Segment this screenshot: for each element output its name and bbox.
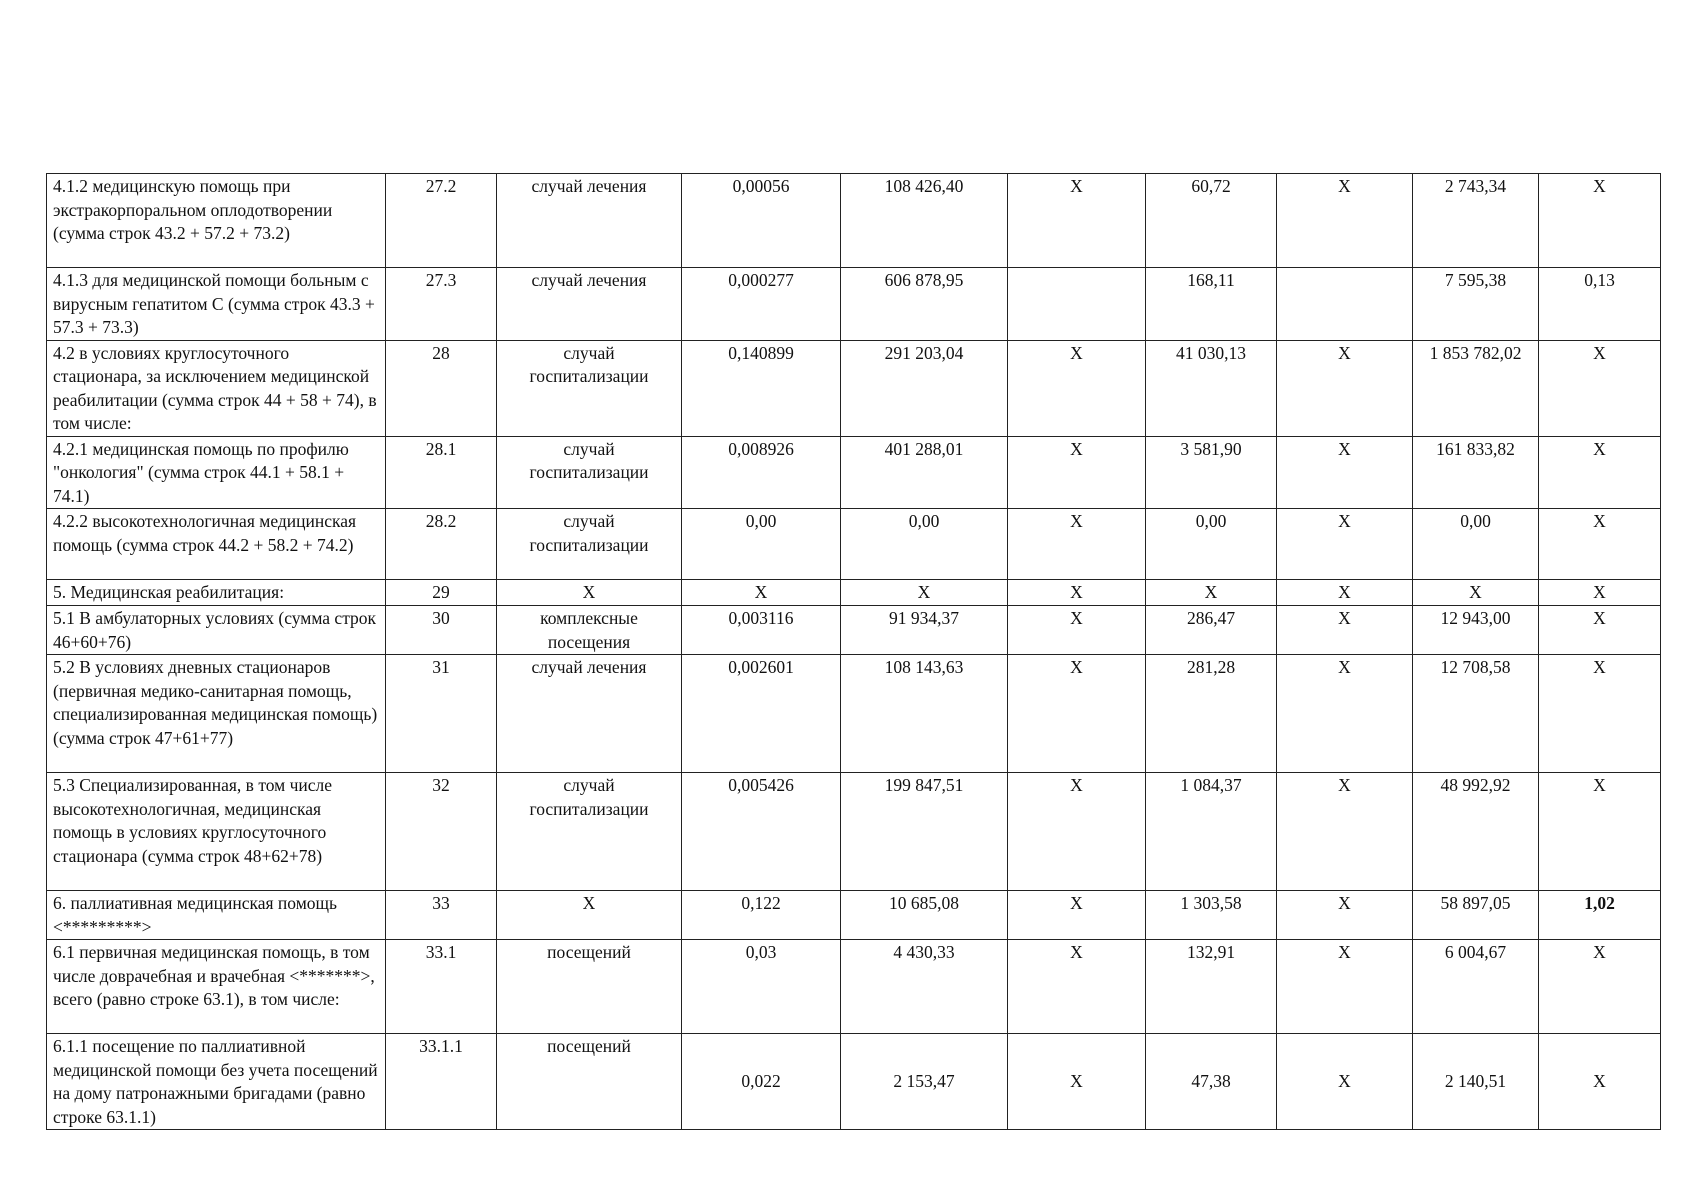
row-value: Х (1008, 174, 1146, 268)
row-unit: случай госпитализации (497, 773, 682, 891)
row-value: 2 140,51 (1413, 1034, 1539, 1130)
row-value: 286,47 (1146, 606, 1277, 655)
row-name: 6. паллиативная медицинская помощь <*********> (47, 891, 386, 940)
row-value: 12 943,00 (1413, 606, 1539, 655)
row-value: Х (1539, 340, 1661, 436)
row-value: 12 708,58 (1413, 655, 1539, 773)
row-value: 41 030,13 (1146, 340, 1277, 436)
row-number: 28 (386, 340, 497, 436)
row-unit: случай лечения (497, 268, 682, 341)
row-value: Х (1008, 891, 1146, 940)
row-unit: случай госпитализации (497, 340, 682, 436)
row-number: 28.2 (386, 509, 497, 580)
row-number: 30 (386, 606, 497, 655)
row-number: 31 (386, 655, 497, 773)
row-value (1277, 268, 1413, 341)
row-value: 10 685,08 (841, 891, 1008, 940)
row-value: 0,00 (1413, 509, 1539, 580)
row-value: Х (1539, 1034, 1661, 1130)
row-unit: посещений (497, 1034, 682, 1130)
row-value: Х (1539, 509, 1661, 580)
row-value: 0,002601 (682, 655, 841, 773)
row-value: 0,008926 (682, 436, 841, 509)
row-value: 1 303,58 (1146, 891, 1277, 940)
row-value: 60,72 (1146, 174, 1277, 268)
row-value: 0,00 (841, 509, 1008, 580)
financing-table (46, 173, 1661, 1130)
row-value: 281,28 (1146, 655, 1277, 773)
table-row (47, 773, 1661, 891)
row-value: Х (1277, 1034, 1413, 1130)
row-value: Х (1539, 773, 1661, 891)
row-name: 5.2 В условиях дневных стационаров (первичная медико-санитарная помощь, специализированная медицинская помощь) (сумма строк 47+61+77) (47, 655, 386, 773)
row-value: 4 430,33 (841, 940, 1008, 1034)
table-row (47, 940, 1661, 1034)
row-value: Х (1413, 580, 1539, 606)
row-value: 3 581,90 (1146, 436, 1277, 509)
row-value: 0,13 (1539, 268, 1661, 341)
row-value: Х (1277, 340, 1413, 436)
row-value: 6 004,67 (1413, 940, 1539, 1034)
row-value: 2 743,34 (1413, 174, 1539, 268)
row-value: Х (1277, 655, 1413, 773)
row-value: Х (1277, 606, 1413, 655)
row-unit: комплексные посещения (497, 606, 682, 655)
row-value: Х (1008, 340, 1146, 436)
row-value: Х (1277, 509, 1413, 580)
row-value: 0,005426 (682, 773, 841, 891)
table-row (47, 436, 1661, 509)
row-unit: случай лечения (497, 174, 682, 268)
row-number: 33.1 (386, 940, 497, 1034)
row-name: 4.2.2 высокотехнологичная медицинская помощь (сумма строк 44.2 + 58.2 + 74.2) (47, 509, 386, 580)
row-value: 91 934,37 (841, 606, 1008, 655)
row-value: 606 878,95 (841, 268, 1008, 341)
row-number: 27.3 (386, 268, 497, 341)
row-value: 2 153,47 (841, 1034, 1008, 1130)
row-unit: посещений (497, 940, 682, 1034)
row-value: 0,022 (682, 1034, 841, 1130)
row-value: Х (1539, 436, 1661, 509)
row-unit: Х (497, 891, 682, 940)
row-value: Х (1008, 436, 1146, 509)
row-name: 5.1 В амбулаторных условиях (сумма строк 46+60+76) (47, 606, 386, 655)
row-value: 161 833,82 (1413, 436, 1539, 509)
table-row (47, 1034, 1661, 1130)
row-value: Х (841, 580, 1008, 606)
row-value: 108 143,63 (841, 655, 1008, 773)
table-row (47, 509, 1661, 580)
row-value: 108 426,40 (841, 174, 1008, 268)
row-value: Х (1539, 655, 1661, 773)
row-unit: случай лечения (497, 655, 682, 773)
row-value: 58 897,05 (1413, 891, 1539, 940)
row-value: 0,00 (682, 509, 841, 580)
row-unit: случай госпитализации (497, 436, 682, 509)
row-value: Х (1277, 891, 1413, 940)
row-number: 33 (386, 891, 497, 940)
row-value: 1 853 782,02 (1413, 340, 1539, 436)
row-name: 6.1.1 посещение по паллиативной медицинской помощи без учета посещений на дому патронажными бригадами (равно строке 63.1.1) (47, 1034, 386, 1130)
row-value: Х (1008, 580, 1146, 606)
row-value: 0,00056 (682, 174, 841, 268)
row-value: 1 084,37 (1146, 773, 1277, 891)
row-value: 7 595,38 (1413, 268, 1539, 341)
row-value: Х (1277, 773, 1413, 891)
row-value: 132,91 (1146, 940, 1277, 1034)
table-row (47, 340, 1661, 436)
row-value: Х (1277, 174, 1413, 268)
row-value: Х (1539, 174, 1661, 268)
row-value: 401 288,01 (841, 436, 1008, 509)
row-value: 48 992,92 (1413, 773, 1539, 891)
table-row (47, 655, 1661, 773)
row-value: Х (1277, 580, 1413, 606)
row-value: 0,003116 (682, 606, 841, 655)
row-value: Х (1008, 773, 1146, 891)
row-value: 0,03 (682, 940, 841, 1034)
row-value: 291 203,04 (841, 340, 1008, 436)
row-value: 47,38 (1146, 1034, 1277, 1130)
row-value: Х (1008, 655, 1146, 773)
row-value: Х (1277, 940, 1413, 1034)
row-value: Х (1146, 580, 1277, 606)
row-name: 6.1 первичная медицинская помощь, в том числе доврачебная и врачебная <*******>, всего (равно строке 63.1), в том числе: (47, 940, 386, 1034)
table-row (47, 580, 1661, 606)
row-number: 32 (386, 773, 497, 891)
row-number: 29 (386, 580, 497, 606)
table-row (47, 174, 1661, 268)
row-unit: Х (497, 580, 682, 606)
row-number: 27.2 (386, 174, 497, 268)
row-value: 199 847,51 (841, 773, 1008, 891)
table-row (47, 268, 1661, 341)
table-row (47, 606, 1661, 655)
row-value: Х (1008, 606, 1146, 655)
row-name: 5. Медицинская реабилитация: (47, 580, 386, 606)
table-body (47, 174, 1661, 1130)
row-value: 168,11 (1146, 268, 1277, 341)
row-value: Х (682, 580, 841, 606)
row-value: Х (1539, 580, 1661, 606)
table-row (47, 891, 1661, 940)
row-name: 4.2.1 медицинская помощь по профилю "онкология" (сумма строк 44.1 + 58.1 + 74.1) (47, 436, 386, 509)
row-value: Х (1539, 940, 1661, 1034)
row-value: 0,00 (1146, 509, 1277, 580)
row-value: Х (1008, 1034, 1146, 1130)
row-name: 5.3 Специализированная, в том числе высокотехнологичная, медицинская помощь в условиях круглосуточного стационара (сумма строк 48+62+78) (47, 773, 386, 891)
row-number: 33.1.1 (386, 1034, 497, 1130)
row-name: 4.2 в условиях круглосуточного стационара, за исключением медицинской реабилитации (сумма строк 44 + 58 + 74), в том числе: (47, 340, 386, 436)
row-name: 4.1.3 для медицинской помощи больным с вирусным гепатитом С (сумма строк 43.3 + 57.3 + 73.3) (47, 268, 386, 341)
row-value: Х (1008, 940, 1146, 1034)
row-value: 0,000277 (682, 268, 841, 341)
row-value: Х (1008, 509, 1146, 580)
row-value: 0,140899 (682, 340, 841, 436)
row-value: 0,122 (682, 891, 841, 940)
row-unit: случай госпитализации (497, 509, 682, 580)
row-value: 1,02 (1539, 891, 1661, 940)
row-name: 4.1.2 медицинскую помощь при экстракорпоральном оплодотворении (сумма строк 43.2 + 57.2 + 73.2) (47, 174, 386, 268)
row-value: Х (1277, 436, 1413, 509)
row-number: 28.1 (386, 436, 497, 509)
row-value (1008, 268, 1146, 341)
row-value: Х (1539, 606, 1661, 655)
